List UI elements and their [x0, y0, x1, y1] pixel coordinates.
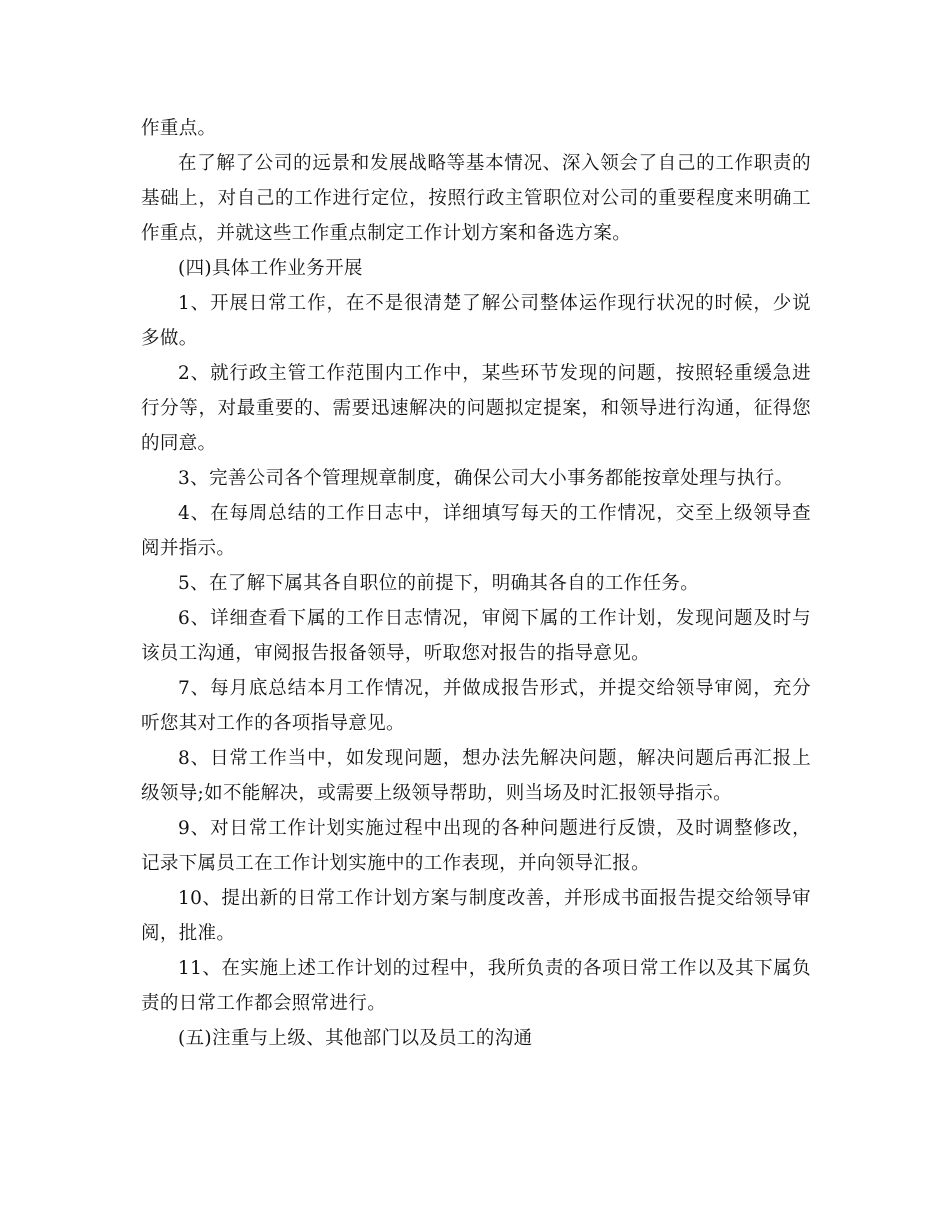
list-item-2: 2、就行政主管工作范围内工作中，某些环节发现的问题，按照轻重缓急进行分等，对最重要的、需要迅速解决的问题拟定提案，和领导进行沟通，征得您的同意。: [141, 363, 811, 454]
document-body: [141, 111, 811, 1056]
list-item-8: 8、日常工作当中，如发现问题，想办法先解决问题，解决问题后再汇报上级领导;如不能解决，或需要上级领导帮助，则当场及时汇报领导指示。: [141, 748, 811, 804]
list-item-6: 6、详细查看下属的工作日志情况，审阅下属的工作计划，发现问题及时与该员工沟通，审阅报告报备领导，听取您对报告的指导意见。: [141, 608, 811, 664]
section-heading-5: (五)注重与上级、其他部门以及员工的沟通: [178, 1028, 533, 1049]
paragraph-positioning: 在了解了公司的远景和发展战略等基本情况、深入领会了自己的工作职责的基础上，对自己的工作进行定位，按照行政主管职位对公司的重要程度来明确工作重点，并就这些工作重点制定工作计划方案和备选方案。: [141, 153, 811, 244]
paragraph-continuation: 作重点。: [141, 118, 217, 139]
list-item-5: 5、在了解下属其各自职位的前提下，明确其各自的工作任务。: [178, 573, 700, 594]
section-heading-4: (四)具体工作业务开展: [178, 258, 363, 279]
list-item-9: 9、对日常工作计划实施过程中出现的各种问题进行反馈，及时调整修改，记录下属员工在工作计划实施中的工作表现，并向领导汇报。: [141, 818, 811, 874]
list-item-1: 1、开展日常工作，在不是很清楚了解公司整体运作现行状况的时候，少说多做。: [141, 293, 811, 349]
list-item-10: 10、提出新的日常工作计划方案与制度改善，并形成书面报告提交给领导审阅，批准。: [141, 888, 811, 944]
list-item-7: 7、每月底总结本月工作情况，并做成报告形式，并提交给领导审阅，充分听您其对工作的各项指导意见。: [141, 678, 811, 734]
list-item-11: 11、在实施上述工作计划的过程中，我所负责的各项日常工作以及其下属负责的日常工作都会照常进行。: [141, 958, 811, 1014]
list-item-4: 4、在每周总结的工作日志中，详细填写每天的工作情况，交至上级领导查阅并指示。: [141, 503, 811, 559]
list-item-3: 3、完善公司各个管理规章制度，确保公司大小事务都能按章处理与执行。: [178, 468, 794, 489]
